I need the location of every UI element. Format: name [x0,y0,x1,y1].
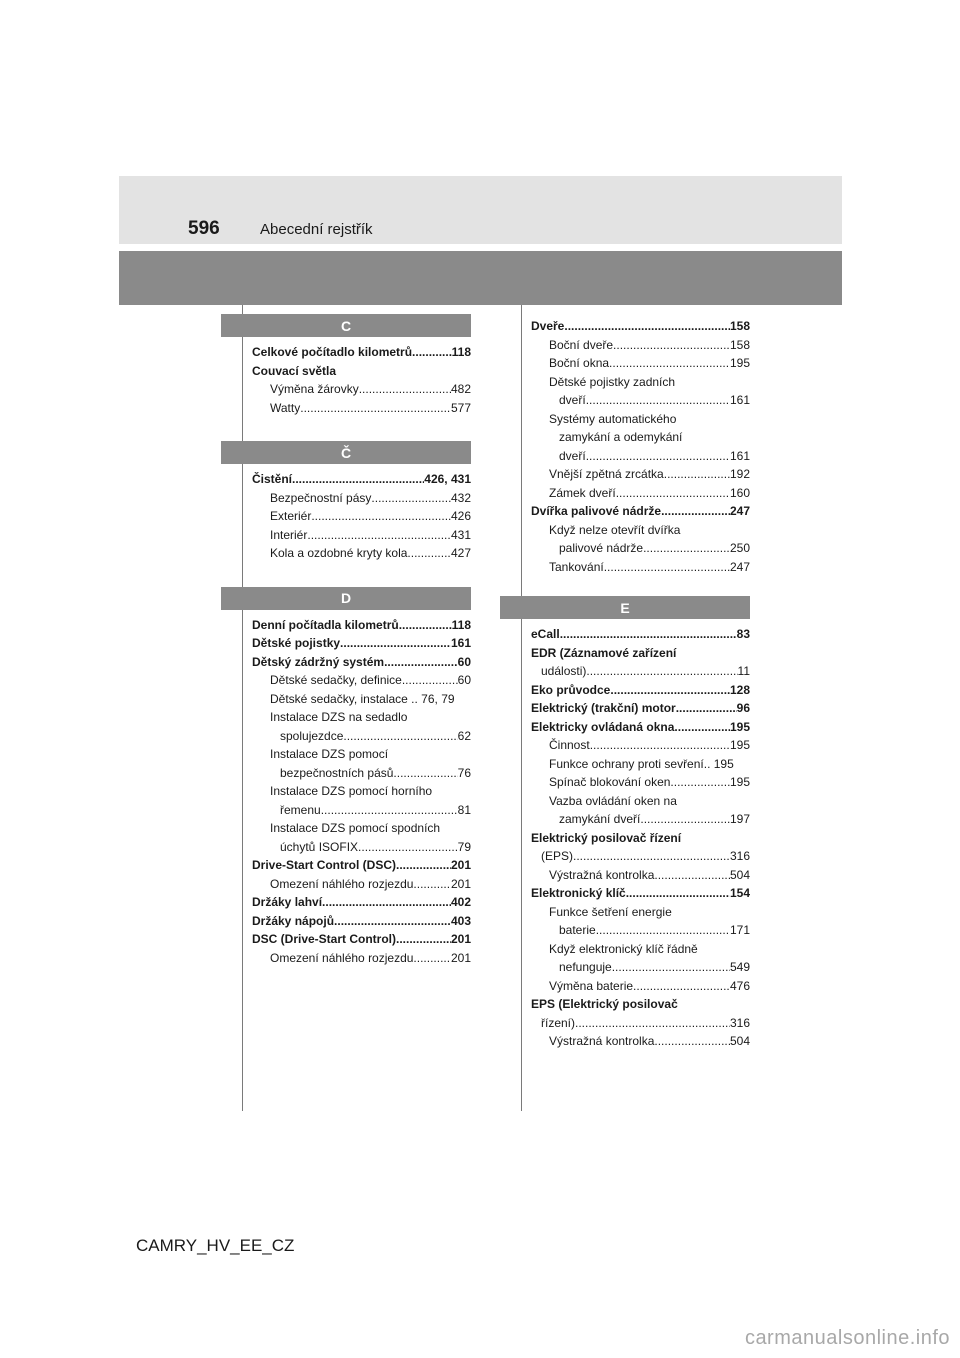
index-entry [242,912,471,931]
entry-label: Instalace DZS na sedadlo [270,710,408,724]
dot-leader [633,977,730,996]
entry-label: Výměna žárovky [270,382,359,396]
entry-label: Elektronický klíč [531,886,626,900]
dot-leader [640,810,730,829]
entry-label: Držáky nápojů [252,913,335,928]
index-subentry [242,764,471,783]
entry-label: řízení) [541,1015,576,1030]
dot-leader [396,856,451,875]
dot-leader [586,391,730,410]
index-entry [521,625,750,644]
index-subentry [242,708,471,727]
dot-leader [654,866,730,885]
entry-page-number[interactable]: 192 [729,467,750,481]
index-entry [521,884,750,903]
entry-page-number[interactable]: 62 [457,728,471,743]
entry-page-number[interactable]: 549 [729,960,750,974]
entry-label: (EPS) [541,849,574,863]
dot-leader [616,484,730,503]
page-title: Abecední rejstřík [260,221,373,238]
entry-label: Výměna baterie [549,978,634,993]
index-letter-heading: Č [221,441,471,464]
entry-page-number[interactable]: 195 [729,775,750,789]
index-subentry [521,354,750,373]
index-entry [242,856,471,875]
entry-label: Interiér [270,527,308,542]
entry-page-number[interactable]: 171 [729,923,750,937]
dot-leader [674,718,730,737]
entry-label: Funkce šetření energie [549,904,672,919]
dot-leader [604,558,730,577]
index-subentry [521,1014,750,1033]
dot-leader [654,1032,730,1051]
page-number: 596 [188,218,220,239]
entry-label: řemenu [280,802,321,817]
entry-page-number[interactable]: 432 [450,490,471,505]
index-entry [521,699,750,718]
entry-page-number[interactable]: 201 [450,858,471,872]
index-subentry [521,903,750,922]
dot-leader [412,343,452,362]
header-band [119,176,842,244]
entry-label: zamykání a odemykání [559,430,683,444]
entry-page-number[interactable]: 128 [729,682,750,697]
entry-label: Činnost [549,738,590,752]
index-subentry [521,465,750,484]
entry-label: Boční dveře [549,337,614,352]
index-subentry [521,847,750,866]
index-subentry [242,727,471,746]
entry-page-number[interactable]: 81 [457,802,471,817]
dot-leader [613,336,730,355]
index-entry [521,995,750,1014]
dot-leader [610,681,730,700]
entry-label: Drive-Start Control (DSC) [252,858,397,872]
dot-leader [393,764,457,783]
entry-label: Watty [270,400,301,415]
entry-label: Kola a ozdobné kryty kola [270,546,408,560]
entry-label: nefunguje [559,960,612,974]
entry-page-number[interactable]: 201 [450,932,471,946]
entry-label: Zámek dveří [549,485,616,500]
entry-page-number[interactable]: 247 [729,504,750,518]
dot-leader [564,317,730,336]
entry-label: palivové nádrže [559,541,644,555]
dot-leader [670,773,730,792]
index-entry [242,634,471,653]
entry-page-number[interactable]: 504 [729,1034,750,1048]
dot-leader [609,354,730,373]
entry-label: eCall [531,627,560,641]
index-subentry [521,521,750,540]
entry-label: EDR (Záznamové zařízení [531,645,677,660]
dot-leader [322,893,451,912]
index-subentry [242,507,471,526]
entry-page-number[interactable]: 161 [729,393,750,407]
entry-label: Výstražná kontrolka [549,867,655,882]
index-subentry [242,526,471,545]
entry-page-number[interactable]: 195 [729,738,750,752]
entry-label: DSC (Drive-Start Control) [252,932,397,946]
dot-leader [371,489,451,508]
index-subentry [242,838,471,857]
entry-label: Vazba ovládání oken na [549,793,677,808]
index-subentry [242,399,471,418]
index-letter-heading: C [221,314,471,337]
dot-leader [676,699,737,718]
dot-leader [311,507,451,526]
index-entry [521,681,750,700]
dot-leader [664,465,730,484]
index-subentry [521,391,750,410]
entry-label: Výstražná kontrolka [549,1034,655,1048]
dot-leader [661,502,730,521]
index-subentry [242,949,471,968]
index-subentry [521,773,750,792]
index-subentry [242,690,471,709]
index-subentry [521,977,750,996]
entry-label: Boční okna [549,356,610,370]
entry-page-number[interactable]: 427 [450,546,471,560]
index-subentry [521,484,750,503]
entry-label: Dvířka palivové nádrže [531,504,662,518]
entry-page-number[interactable]: 158 [729,319,750,333]
index-entry [242,930,471,949]
index-letter-heading: D [221,587,471,610]
entry-page-number[interactable]: 60 [457,654,471,669]
index-entry [242,616,471,635]
entry-page-number[interactable]: 76 [457,765,471,780]
dot-leader [358,838,458,857]
entry-label: dveří [559,393,586,407]
entry-page-number[interactable]: 11 [737,664,750,678]
entry-page-number[interactable]: 250 [729,541,750,555]
entry-label: Exteriér [270,509,312,523]
dot-leader [626,884,730,903]
entry-label: Funkce ochrany proti sevření.. 195 [549,756,734,771]
entry-label: Instalace DZS pomocí horního [270,784,433,798]
entry-label: Omezení náhlého rozjezdu [270,876,414,891]
entry-label: Držáky lahví [252,895,323,909]
entry-page-number[interactable]: 118 [451,345,471,359]
entry-page-number[interactable]: 154 [729,886,750,900]
dot-leader [402,671,458,690]
index-subentry [242,489,471,508]
entry-label: Vnější zpětná zrcátka [549,467,664,481]
dot-leader [292,470,424,489]
index-subentry [242,801,471,820]
index-subentry [521,866,750,885]
entry-label: Spínač blokování oken [549,775,671,789]
index-subentry [521,755,750,774]
entry-label: bezpečnostních pásů [280,765,394,780]
index-subentry [521,410,750,429]
entry-page-number[interactable]: 161 [729,448,750,463]
dot-leader [321,801,458,820]
entry-page-number[interactable]: 201 [450,950,471,965]
entry-page-number[interactable]: 482 [450,382,471,396]
index-subentry [242,544,471,563]
entry-label: spolujezdce [280,728,344,743]
entry-page-number[interactable]: 402 [450,895,471,909]
entry-label: Eko průvodce [531,682,611,697]
index-entry [521,502,750,521]
entry-label: EPS (Elektrický posilovač [531,997,678,1011]
dot-leader [359,380,451,399]
dot-leader [586,447,730,466]
dot-leader [560,625,737,644]
dot-leader [413,949,451,968]
entry-label: baterie [559,923,596,937]
dot-leader [340,634,451,653]
watermark: carmanualsonline.info [744,1327,950,1349]
index-subentry [521,1032,750,1051]
entry-label: Elektrický (trakční) motor [531,701,676,715]
dot-leader [300,399,451,418]
entry-label: úchytů ISOFIX [280,839,359,854]
dot-leader [643,539,730,558]
entry-page-number[interactable]: 316 [729,849,750,863]
index-entry [242,470,471,489]
index-letter-heading: E [500,596,750,619]
index-subentry [242,819,471,838]
index-entry [521,317,750,336]
index-subentry [242,380,471,399]
entry-page-number[interactable]: 161 [450,636,471,650]
index-column-left [242,314,471,967]
index-subentry [521,428,750,447]
entry-page-number[interactable]: 158 [729,337,750,352]
index-subentry [521,662,750,681]
entry-label: Když nelze otevřít dvířka [549,522,681,537]
index-subentry [521,373,750,392]
index-entry [521,829,750,848]
entry-label: Elektricky ovládaná okna [531,719,675,734]
entry-page-number[interactable]: 83 [736,627,750,641]
index-subentry [521,958,750,977]
index-subentry [242,671,471,690]
index-subentry [521,736,750,755]
entry-label: Elektrický posilovač řízení [531,830,682,845]
section-band [119,251,842,305]
entry-label: Celkové počítadlo kilometrů [252,345,413,359]
entry-page-number[interactable]: 79 [457,839,471,854]
document-code: CAMRY_HV_EE_CZ [136,1236,295,1255]
dot-leader [399,616,452,635]
index-entry [521,718,750,737]
dot-leader [590,736,730,755]
entry-page-number[interactable]: 316 [729,1015,750,1030]
entry-page-number[interactable]: 426, 431 [424,472,471,486]
dot-leader [586,662,737,681]
index-entry [242,893,471,912]
entry-label: Čistění [252,472,293,486]
entry-page-number[interactable]: 431 [450,527,471,542]
index-subentry [242,782,471,801]
entry-page-number[interactable]: 247 [729,559,750,574]
entry-page-number[interactable]: 195 [729,719,750,734]
entry-label: Tankování [549,559,604,574]
dot-leader [596,921,730,940]
index-subentry [521,810,750,829]
entry-label: dveří [559,448,586,463]
entry-label: Denní počítadla kilometrů [252,617,399,632]
entry-label: události) [541,664,587,678]
index-subentry [521,558,750,577]
index-subentry [521,921,750,940]
entry-label: Instalace DZS pomocí [270,747,389,761]
entry-label: Instalace DZS pomocí spodních [270,821,441,835]
dot-leader [334,912,451,931]
dot-leader [575,1014,730,1033]
entry-label: Couvací světla [252,363,337,378]
index-subentry [521,539,750,558]
entry-label: Omezení náhlého rozjezdu [270,950,414,965]
dot-leader [307,526,451,545]
index-entry [521,644,750,663]
entry-page-number[interactable]: 201 [450,876,471,891]
index-subentry [242,745,471,764]
entry-label: Když elektronický klíč řádně [549,941,698,956]
dot-leader [413,875,451,894]
entry-label: Dětské pojistky zadních [549,374,676,389]
entry-page-number[interactable]: 403 [450,913,471,928]
index-entry [242,343,471,362]
index-column-right [521,314,750,1051]
index-subentry [521,447,750,466]
index-subentry [521,792,750,811]
index-subentry [521,940,750,959]
entry-label: Dětské sedačky, instalace .. 76, 79 [270,691,455,706]
index-entry [242,362,471,381]
entry-page-number[interactable]: 426 [450,509,471,523]
dot-leader [612,958,730,977]
entry-page-number[interactable]: 476 [729,978,750,993]
entry-label: Systémy automatického [549,411,677,426]
dot-leader [396,930,451,949]
entry-page-number[interactable]: 197 [729,812,750,826]
entry-label: Dětské pojistky [252,636,341,650]
entry-page-number[interactable]: 160 [729,485,750,500]
entry-page-number[interactable]: 577 [450,400,471,415]
dot-leader [573,847,730,866]
index-subentry [521,336,750,355]
index-entry [242,653,471,672]
entry-label: Dětský zádržný systém [252,654,385,669]
dot-leader [384,653,458,672]
entry-page-number[interactable]: 118 [451,617,471,632]
dot-leader [343,727,457,746]
entry-page-number[interactable]: 195 [729,356,750,370]
entry-page-number[interactable]: 60 [457,673,471,687]
entry-label: zamykání dveří [559,812,641,826]
dot-leader [407,544,451,563]
entry-label: Bezpečnostní pásy [270,490,372,505]
entry-label: Dětské sedačky, definice [270,673,402,687]
entry-page-number[interactable]: 96 [736,701,750,715]
index-subentry [242,875,471,894]
entry-page-number[interactable]: 504 [729,867,750,882]
entry-label: Dveře [531,319,565,333]
